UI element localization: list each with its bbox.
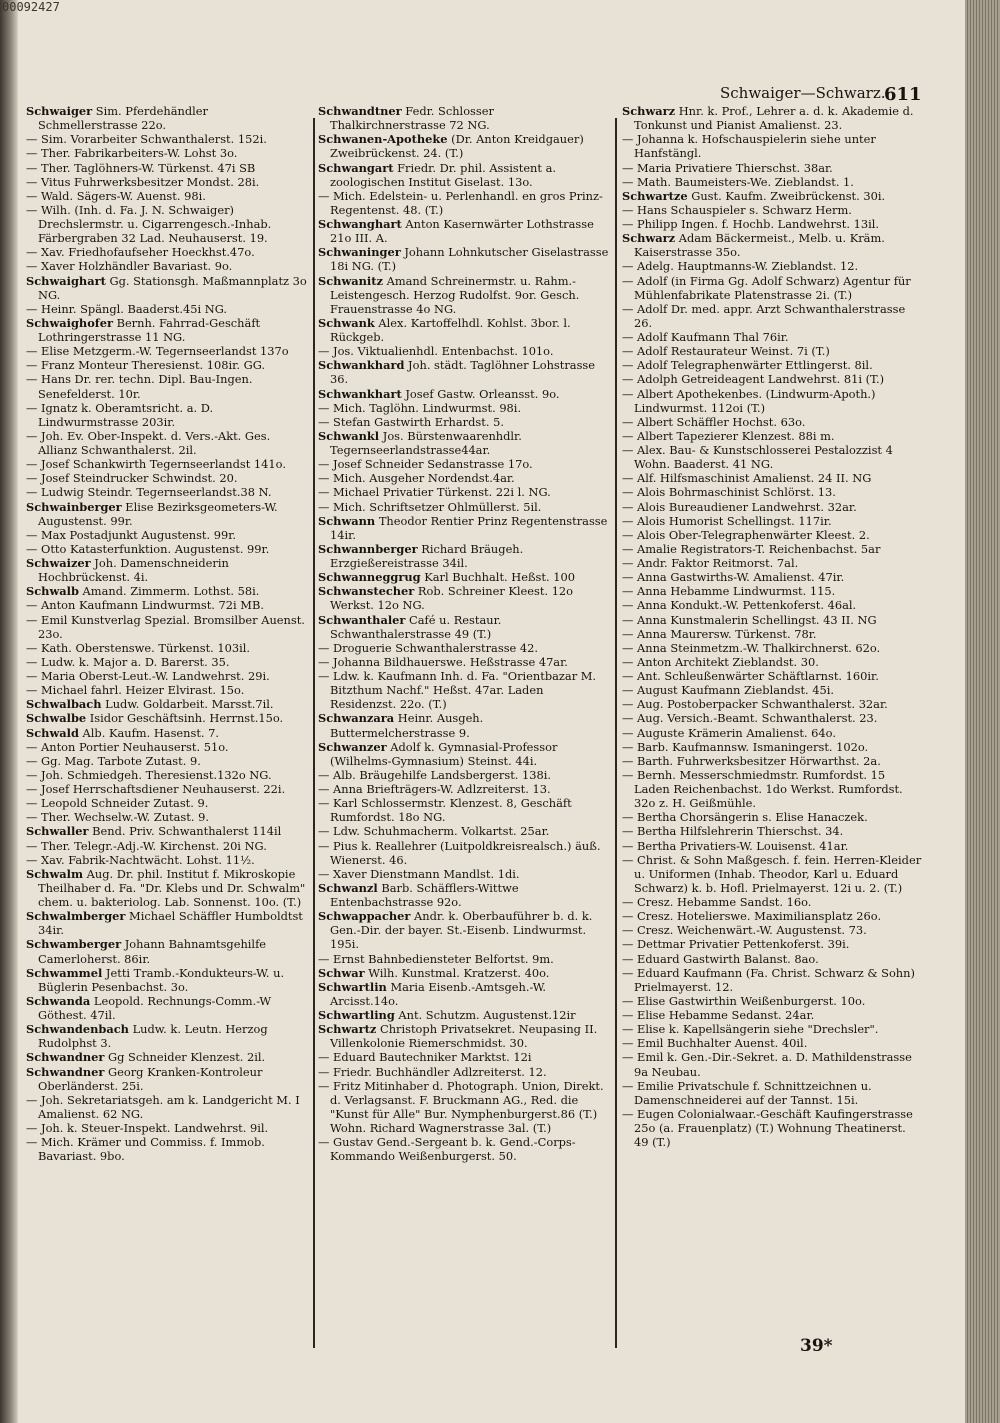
directory-entry: Schwalbach Ludw. Goldarbeit. Marsst.7il. bbox=[26, 697, 274, 712]
directory-entry: Schwaller Bend. Priv. Schwanthalerst 114il bbox=[26, 824, 282, 839]
directory-entry: — Hans Dr. rer. techn. Dipl. Bau-Ingen. Senefelderst. 10r. bbox=[26, 372, 253, 401]
directory-entry: — Adolf Telegraphenwärter Ettlingerst. 8il. bbox=[622, 358, 873, 373]
directory-entry: Schwankhart Josef Gastw. Orleansst. 9o. bbox=[318, 386, 560, 401]
directory-entry: — Cresz. Weichenwärt.-W. Augustenst. 73. bbox=[622, 923, 867, 938]
directory-entry: — Gustav Gend.-Sergeant b. k. Gend.-Corps-Kommando Weißenburgerst. 50. bbox=[318, 1135, 576, 1164]
directory-entry: — Aug. Postoberpacker Schwanthalerst. 32ar. bbox=[622, 697, 888, 712]
directory-entry: — Mich. Edelstein- u. Perlenhandl. en gros Prinz-Regentenst. 48. (T.) bbox=[318, 188, 603, 217]
directory-entry: Schwalb Amand. Zimmerm. Lothst. 58i. bbox=[26, 584, 260, 599]
directory-entry: — Alois Bohrmaschinist Schlörst. 13. bbox=[622, 485, 836, 500]
directory-entry: Schwaighart Gg. Stationsgh. Maßmannplatz 3o NG. bbox=[26, 273, 307, 302]
directory-entry: — Adolf Dr. med. appr. Arzt Schwanthalerstrasse 26. bbox=[622, 301, 906, 330]
directory-entry: — Ignatz k. Oberamtsricht. a. D. Lindwurmstrasse 203ir. bbox=[26, 400, 214, 429]
directory-entry: — Otto Katasterfunktion. Augustenst. 99r. bbox=[26, 541, 270, 556]
directory-entry: — Alex. Bau- & Kunstschlosserei Pestalozzist 4 Wohn. Baaderst. 41 NG. bbox=[622, 443, 893, 472]
directory-entry: — Pius k. Reallehrer (Luitpoldkreisrealsch.) äuß. Wienerst. 46. bbox=[318, 838, 601, 867]
directory-entry: Schwandner Gg Schneider Klenzest. 2il. bbox=[26, 1050, 266, 1065]
directory-entry: — Albert Schäffler Hochst. 63o. bbox=[622, 414, 806, 429]
directory-entry: — Bertha Chorsängerin s. Elise Hanaczek. bbox=[622, 810, 868, 825]
column-rule-2 bbox=[615, 118, 617, 1348]
directory-entry: Schwandenbach Ludw. k. Leutn. Herzog Rudolphst 3. bbox=[26, 1022, 268, 1051]
directory-entry: — Bertha Privatiers-W. Louisenst. 41ar. bbox=[622, 838, 849, 853]
directory-entry: Schwartze Gust. Kaufm. Zweibrückenst. 30i. bbox=[622, 188, 886, 203]
directory-entry: — Franz Monteur Theresienst. 108ir. GG. bbox=[26, 358, 266, 373]
directory-entry: Schwappacher Andr. k. Oberbauführer b. d. k. Gen.-Dir. der bayer. St.-Eisenb. Lindwurmst. 195i. bbox=[318, 909, 593, 952]
directory-entry: — Leopold Schneider Zutast. 9. bbox=[26, 796, 209, 811]
directory-entry: — Amalie Registrators-T. Reichenbachst. 5ar bbox=[622, 541, 881, 556]
directory-entry: — Gg. Mag. Tarbote Zutast. 9. bbox=[26, 753, 201, 768]
directory-entry: Schwann Theodor Rentier Prinz Regentenstrasse 14ir. bbox=[318, 513, 608, 542]
directory-entry: — Ther. Fabrikarbeiters-W. Lohst 3o. bbox=[26, 146, 238, 161]
directory-entry: — Joh. Ev. Ober-Inspekt. d. Vers.-Akt. Ges. Allianz Schwanthalerst. 2il. bbox=[26, 428, 271, 457]
column-right bbox=[622, 104, 922, 1344]
directory-entry: — Ther. Telegr.-Adj.-W. Kirchenst. 20i NG. bbox=[26, 838, 267, 853]
directory-entry: — Johanna k. Hofschauspielerin siehe unter Hanfstängl. bbox=[622, 132, 876, 161]
directory-entry: Schwankhard Joh. städt. Taglöhner Lohstrasse 36. bbox=[318, 358, 596, 387]
directory-entry: — Elise k. Kapellsängerin siehe "Drechsler". bbox=[622, 1022, 879, 1037]
directory-entry: Schwanneggrug Karl Buchhalt. Heßst. 100 bbox=[318, 570, 575, 585]
directory-entry: — Elise Gastwirthin Weißenburgerst. 10o. bbox=[622, 993, 866, 1008]
directory-entry: — Emil Buchhalter Auenst. 40il. bbox=[622, 1036, 808, 1051]
directory-entry: — Eduard Gastwirth Balanst. 8ao. bbox=[622, 951, 819, 966]
directory-entry: — August Kaufmann Zieblandst. 45i. bbox=[622, 683, 835, 698]
directory-entry: — Hans Schauspieler s. Schwarz Herm. bbox=[622, 202, 852, 217]
directory-entry: Schwanzer Adolf k. Gymnasial-Professor (Wilhelms-Gymnasium) Steinst. 44i. bbox=[318, 739, 558, 768]
directory-entry: — Adolf (in Firma Gg. Adolf Schwarz) Agentur für Mühlenfabrikate Platenstrasse 2i. (T.) bbox=[622, 273, 911, 302]
directory-entry: — Ant. Schleußenwärter Schäftlarnst. 160ir. bbox=[622, 669, 879, 683]
directory-entry: — Alois Ober-Telegraphenwärter Kleest. 2. bbox=[622, 527, 870, 542]
running-header: Schwaiger—Schwarz. bbox=[720, 84, 886, 102]
directory-entry: — Dettmar Privatier Pettenkoferst. 39i. bbox=[622, 937, 850, 952]
directory-entry: — Karl Schlossermstr. Klenzest. 8, Geschäft Rumfordst. 18o NG. bbox=[318, 796, 572, 825]
book-spine-shadow bbox=[0, 0, 18, 1423]
directory-entry: Schwandner Georg Kranken-Kontroleur Oberländerst. 25i. bbox=[26, 1064, 263, 1093]
page-number: 611 bbox=[884, 84, 922, 105]
directory-entry: Schwamberger Johann Bahnamtsgehilfe Camerloherst. 86ir. bbox=[26, 937, 267, 966]
directory-entry: — Bernh. Messerschmiedmstr. Rumfordst. 15 Laden Reichenbachst. 1do Werkst. Rumfordst. 32o z. H. Geißmühle. bbox=[622, 767, 903, 811]
directory-entry: — Josef Steindrucker Schwindst. 20. bbox=[26, 471, 238, 486]
directory-entry: Schwanen-Apotheke (Dr. Anton Kreidgauer) Zweibrückenst. 24. (T.) bbox=[318, 132, 584, 161]
directory-entry: — Michael Privatier Türkenst. 22i l. NG. bbox=[318, 485, 551, 500]
directory-entry: — Anna Kunstmalerin Schellingst. 43 II. NG bbox=[622, 612, 877, 627]
directory-entry: — Sim. Vorarbeiter Schwanthalerst. 152i. bbox=[26, 132, 267, 147]
directory-entry: — Michael fahrl. Heizer Elvirast. 15o. bbox=[26, 683, 245, 698]
directory-entry: — Ludw. k. Major a. D. Barerst. 35. bbox=[26, 654, 230, 669]
directory-entry: Schwaninger Johann Lohnkutscher Giselastrasse 18i NG. (T.) bbox=[318, 245, 609, 274]
directory-entry: — Barth. Fuhrwerksbesitzer Hörwarthst. 2a. bbox=[622, 753, 881, 768]
directory-entry: — Maria Privatiere Thierschst. 38ar. bbox=[622, 160, 833, 175]
directory-entry: — Mich. Ausgeher Nordendst.4ar. bbox=[318, 471, 515, 486]
directory-entry: — Joh. k. Steuer-Inspekt. Landwehrst. 9il. bbox=[26, 1121, 269, 1135]
directory-entry: — Anna Hebamme Lindwurmst. 115. bbox=[622, 584, 836, 599]
directory-entry: — Aug. Versich.-Beamt. Schwanthalerst. 23. bbox=[622, 711, 878, 726]
directory-entry: Schwalmberger Michael Schäffler Humboldtst 34ir. bbox=[26, 909, 303, 938]
directory-entry: Schwartz Christoph Privatsekret. Neupasing II. Villenkolonie Riemerschmidst. 30. bbox=[318, 1022, 598, 1051]
directory-entry: Schwanstecher Rob. Schreiner Kleest. 12o Werkst. 12o NG. bbox=[318, 584, 574, 613]
directory-entry: — Adelg. Hauptmanns-W. Zieblandst. 12. bbox=[622, 259, 859, 274]
directory-entry: — Alf. Hilfsmaschinist Amalienst. 24 II. NG bbox=[622, 471, 872, 486]
directory-entry: — Math. Baumeisters-We. Zieblandst. 1. bbox=[622, 174, 854, 189]
directory-entry: — Anton Kaufmann Lindwurmst. 72i MB. bbox=[26, 598, 264, 613]
directory-entry: — Heinr. Spängl. Baaderst.45i NG. bbox=[26, 301, 228, 316]
directory-entry: — Friedr. Buchhändler Adlzreiterst. 12. bbox=[318, 1064, 547, 1079]
directory-entry: — Auguste Krämerin Amalienst. 64o. bbox=[622, 725, 836, 740]
directory-entry: Schwaighofer Bernh. Fahrrad-Geschäft Lothringerstrasse 11 NG. bbox=[26, 315, 261, 344]
directory-entry: — Ldw. k. Kaufmann Inh. d. Fa. "Orientbazar M. Bitzthum Nachf." Heßst. 47ar. Laden Residenzst. 22o. (T.) bbox=[318, 669, 597, 712]
directory-entry: — Cresz. Hebamme Sandst. 16o. bbox=[622, 895, 812, 909]
directory-entry: — Xaver Dienstmann Mandlst. 1di. bbox=[318, 866, 520, 881]
directory-entry: Schwanda Leopold. Rechnungs-Comm.-W Göthest. 47il. bbox=[26, 993, 272, 1022]
directory-entry: — Josef Schankwirth Tegernseerlandst 141o. bbox=[26, 457, 286, 472]
directory-entry: — Adolf Kaufmann Thal 76ir. bbox=[622, 330, 789, 344]
directory-entry: Schwanzl Barb. Schäfflers-Wittwe Entenbachstrasse 92o. bbox=[318, 880, 519, 909]
directory-entry: Schwainberger Elise Bezirksgeometers-W. Augustenst. 99r. bbox=[26, 499, 278, 528]
scan-id-stamp: 00092427 bbox=[2, 0, 60, 14]
directory-entry: — Wald. Sägers-W. Auenst. 98i. bbox=[26, 188, 206, 203]
directory-entry: — Albert Tapezierer Klenzest. 88i m. bbox=[622, 428, 835, 443]
directory-entry: — Cresz. Hotelierswe. Maximiliansplatz 26o. bbox=[622, 909, 882, 924]
directory-entry: — Anna Gastwirths-W. Amalienst. 47ir. bbox=[622, 570, 845, 585]
directory-entry: — Anna Steinmetzm.-W. Thalkirchnerst. 62o. bbox=[622, 640, 881, 655]
directory-entry: — Stefan Gastwirth Erhardst. 5. bbox=[318, 414, 504, 429]
directory-entry: — Bertha Hilfslehrerin Thierschst. 34. bbox=[622, 824, 844, 839]
directory-entry: Schwannberger Richard Bräugeh. Erzgießereistrasse 34il. bbox=[318, 541, 524, 570]
directory-entry: — Mich. Krämer und Commiss. f. Immob. Bavariast. 9bo. bbox=[26, 1135, 265, 1164]
page-edge-stack bbox=[965, 0, 1000, 1423]
directory-entry: — Josef Schneider Sedanstrasse 17o. bbox=[318, 457, 533, 472]
directory-entry: Schwank Alex. Kartoffelhdl. Kohlst. 3bor. l. Rückgeb. bbox=[318, 315, 571, 344]
directory-entry: — Ther. Wechselw.-W. Zutast. 9. bbox=[26, 810, 209, 825]
directory-entry: Schwalm Aug. Dr. phil. Institut f. Mikroskopie Theilhaber d. Fa. "Dr. Klebs und Dr. Schwalm" chem. u. bakteriolog. Lab. Sonnenst. 10o. (T.) bbox=[26, 866, 306, 909]
column-rule-1 bbox=[313, 118, 315, 1348]
directory-entry: Schwanthaler Café u. Restaur. Schwanthalerstrasse 49 (T.) bbox=[318, 612, 502, 641]
directory-entry: — Christ. & Sohn Maßgesch. f. fein. Herren-Kleider u. Uniformen (Inhab. Theodor, Karl u. Eduard Schwarz) k. b. Hofl. Prielmayerst. 12i u. 2. (T.) bbox=[622, 852, 922, 895]
directory-entry: — Wilh. (Inh. d. Fa. J. N. Schwaiger) Drechslermstr. u. Cigarrengesch.-Inhab. Färbergraben 32 Lad. Neuhauserst. 19. bbox=[26, 202, 272, 246]
directory-entry: — Elise Hebamme Sedanst. 24ar. bbox=[622, 1008, 815, 1022]
directory-entry: Schwaizer Joh. Damenschneiderin Hochbrückenst. 4i. bbox=[26, 556, 229, 585]
directory-entry: — Droguerie Schwanthalerstrasse 42. bbox=[318, 640, 539, 655]
directory-entry: — Ther. Taglöhners-W. Türkenst. 47i SB bbox=[26, 160, 256, 175]
directory-entry: Schwarz Hnr. k. Prof., Lehrer a. d. k. Akademie d. Tonkunst und Pianist Amalienst. 23. bbox=[622, 104, 914, 133]
directory-entry: — Anna Maurersw. Türkenst. 78r. bbox=[622, 626, 817, 641]
directory-entry: — Ernst Bahnbediensteter Belfortst. 9m. bbox=[318, 951, 554, 966]
directory-entry: — Andr. Faktor Reitmorst. 7al. bbox=[622, 556, 799, 570]
directory-entry: — Josef Herrschaftsdiener Neuhauserst. 22i. bbox=[26, 782, 286, 796]
directory-entry: Schwar Wilh. Kunstmal. Kratzerst. 40o. bbox=[318, 965, 550, 980]
directory-entry: — Vitus Fuhrwerksbesitzer Mondst. 28i. bbox=[26, 174, 260, 189]
directory-entry: — Jos. Viktualienhdl. Entenbachst. 101o. bbox=[318, 344, 554, 359]
directory-entry: Schwankl Jos. Bürstenwaarenhdlr. Tegernseerlandstrasse44ar. bbox=[318, 428, 522, 457]
directory-entry: — Emilie Privatschule f. Schnittzeichnen u. Damenschneiderei auf der Tannst. 15i. bbox=[622, 1078, 872, 1107]
directory-entry: Schwartlin Maria Eisenb.-Amtsgeh.-W. Arcisst.14o. bbox=[318, 979, 547, 1008]
column-left bbox=[26, 104, 310, 1344]
directory-entry: — Anna Briefträgers-W. Adlzreiterst. 13. bbox=[318, 782, 551, 796]
directory-entry: — Eugen Colonialwaar.-Geschäft Kaufingerstrasse 25o (a. Frauenplatz) (T.) Wohnung Theatinerst. 49 (T.) bbox=[622, 1106, 913, 1150]
directory-entry: — Eduard Kaufmann (Fa. Christ. Schwarz & Sohn) Prielmayerst. 12. bbox=[622, 965, 915, 994]
directory-entry: — Kath. Oberstenswe. Türkenst. 103il. bbox=[26, 640, 251, 655]
directory-entry: — Alb. Bräugehilfe Landsbergerst. 138i. bbox=[318, 767, 552, 782]
directory-entry: — Joh. Sekretariatsgeh. am k. Landgericht M. I Amalienst. 62 NG. bbox=[26, 1092, 300, 1121]
directory-entry: — Ludwig Steindr. Tegernseerlandst.38 N. bbox=[26, 485, 272, 500]
directory-entry: — Ldw. Schuhmacherm. Volkartst. 25ar. bbox=[318, 824, 550, 839]
directory-entry: — Xav. Friedhofaufseher Hoeckhst.47o. bbox=[26, 245, 255, 260]
directory-entry: — Barb. Kaufmannsw. Ismaningerst. 102o. bbox=[622, 739, 869, 754]
directory-entry: — Mich. Taglöhn. Lindwurmst. 98i. bbox=[318, 400, 522, 415]
directory-entry: — Eduard Bautechniker Marktst. 12i bbox=[318, 1050, 532, 1065]
directory-entry: — Emil k. Gen.-Dir.-Sekret. a. D. Mathildenstrasse 9a Neubau. bbox=[622, 1050, 912, 1079]
directory-entry: — Xav. Fabrik-Nachtwächt. Lohst. 11½. bbox=[26, 852, 255, 867]
directory-entry: Schwanzara Heinr. Ausgeh. Buttermelcherstrasse 9. bbox=[318, 711, 484, 740]
directory-entry: Schwanitz Amand Schreinermstr. u. Rahm.-Leistengesch. Herzog Rudolfst. 9or. Gesch. Frauenstrasse 4o NG. bbox=[318, 273, 580, 316]
directory-entry: — Alois Humorist Schellingst. 117ir. bbox=[622, 513, 832, 528]
directory-entry: Schwalbe Isidor Geschäftsinh. Herrnst.15o. bbox=[26, 711, 284, 726]
directory-entry: — Anna Kondukt.-W. Pettenkoferst. 46al. bbox=[622, 598, 857, 613]
directory-entry: Schwangart Friedr. Dr. phil. Assistent a. zoologischen Institut Giselast. 13o. bbox=[318, 160, 557, 189]
directory-entry: — Adolf Restaurateur Weinst. 7i (T.) bbox=[622, 344, 830, 359]
directory-entry: Schwald Alb. Kaufm. Hasenst. 7. bbox=[26, 725, 220, 740]
directory-entry: — Joh. Schmiedgeh. Theresienst.132o NG. bbox=[26, 767, 272, 782]
directory-entry: — Xaver Holzhändler Bavariast. 9o. bbox=[26, 259, 233, 274]
directory-entry: — Albert Apothekenbes. (Lindwurm-Apoth.) Lindwurmst. 112oi (T.) bbox=[622, 386, 876, 415]
directory-entry: Schwanghart Anton Kasernwärter Lothstrasse 21o III. A. bbox=[318, 217, 594, 246]
directory-entry: — Elise Metzgerm.-W. Tegernseerlandst 137o bbox=[26, 344, 289, 359]
directory-entry: Schwammel Jetti Tramb.-Kondukteurs-W. u. Büglerin Pesenbachst. 3o. bbox=[26, 965, 285, 994]
directory-entry: Schwaiger Sim. Pferdehändler Schmellerstrasse 22o. bbox=[26, 104, 208, 133]
directory-entry: — Adolph Getreideagent Landwehrst. 81i (T.) bbox=[622, 372, 885, 387]
column-middle bbox=[318, 104, 612, 1344]
directory-entry: — Johanna Bildhauerswe. Heßstrasse 47ar. bbox=[318, 654, 568, 669]
directory-entry: Schwandtner Fedr. Schlosser Thalkirchnerstrasse 72 NG. bbox=[318, 104, 494, 133]
directory-entry: — Philipp Ingen. f. Hochb. Landwehrst. 13il. bbox=[622, 217, 880, 231]
directory-entry: — Fritz Mitinhaber d. Photograph. Union, Direkt. d. Verlagsanst. F. Bruckmann AG., Red. die "Kunst für Alle" Bur. Nymphenburgerst.86 (T.) Wohn. Richard Wagnerstrasse 3al. (T.) bbox=[318, 1078, 604, 1135]
directory-entry: Schwartling Ant. Schutzm. Augustenst.12ir bbox=[318, 1008, 576, 1022]
directory-entry: — Alois Bureaudiener Landwehrst. 32ar. bbox=[622, 499, 857, 514]
directory-entry: Schwarz Adam Bäckermeist., Melb. u. Kräm. Kaiserstrasse 35o. bbox=[622, 231, 885, 260]
directory-entry: — Maria Oberst-Leut.-W. Landwehrst. 29i. bbox=[26, 669, 270, 683]
directory-entry: — Anton Architekt Zieblandst. 30. bbox=[622, 654, 819, 669]
signature-mark: 39* bbox=[800, 1336, 833, 1356]
directory-entry: — Max Postadjunkt Augustenst. 99r. bbox=[26, 527, 237, 542]
directory-entry: — Anton Portier Neuhauserst. 51o. bbox=[26, 739, 229, 754]
directory-entry: — Mich. Schriftsetzer Ohlmüllerst. 5il. bbox=[318, 499, 542, 514]
directory-entry: — Emil Kunstverlag Spezial. Bromsilber Auenst. 23o. bbox=[26, 612, 305, 641]
